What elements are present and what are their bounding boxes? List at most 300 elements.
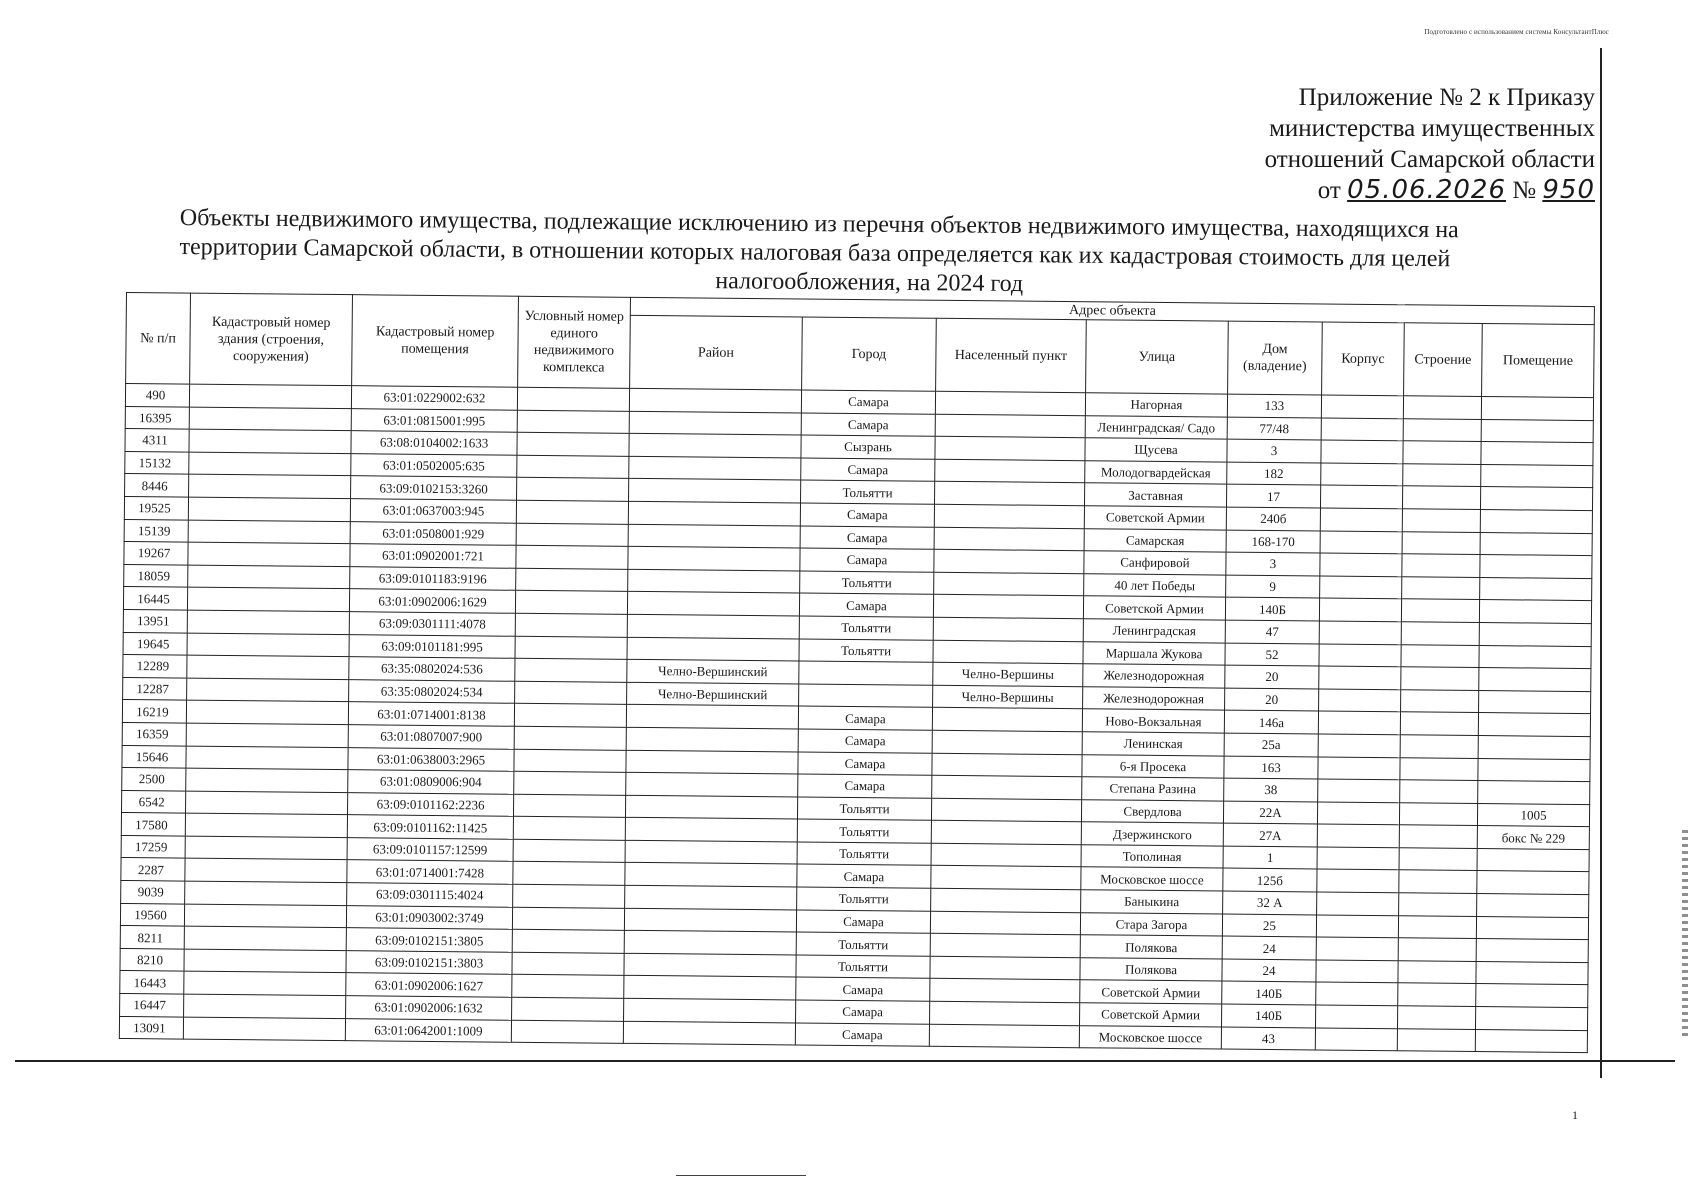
cell-num: 2500 [122, 768, 186, 791]
title-line-3: налогообложения, на 2024 год [715, 268, 1024, 298]
cell-korpus [1318, 779, 1400, 802]
cell-premises: 63:09:0102151:3803 [346, 950, 512, 974]
cell-stroenie [1398, 915, 1476, 938]
cell-conditional [514, 726, 626, 750]
cell-house: 20 [1225, 688, 1319, 711]
cell-settlement [934, 572, 1084, 596]
cell-stroenie [1399, 893, 1477, 916]
cell-city: Самара [797, 864, 931, 888]
cell-pomeschenie [1479, 645, 1591, 669]
cell-korpus [1317, 824, 1399, 847]
cell-settlement [930, 956, 1080, 980]
cell-premises: 63:01:0714001:8138 [348, 702, 514, 726]
cell-district [628, 501, 800, 525]
cell-premises: 63:09:0101162:2236 [347, 792, 513, 816]
cell-street: Советской Армии [1080, 980, 1222, 1004]
document-title [179, 204, 1560, 304]
cell-district [629, 456, 801, 480]
cell-city: Тольятти [797, 797, 931, 821]
cell-building [186, 723, 348, 747]
header-city: Город [802, 317, 937, 391]
cell-num: 15132 [125, 451, 189, 474]
cell-pomeschenie [1476, 939, 1588, 963]
cell-city: Самара [800, 548, 934, 572]
cell-district [624, 953, 796, 977]
cell-conditional [513, 817, 625, 841]
cell-num: 18059 [124, 564, 188, 587]
cell-pomeschenie [1480, 577, 1592, 601]
cell-settlement [931, 866, 1081, 890]
cell-district [625, 795, 797, 819]
cell-num: 16447 [120, 994, 184, 1017]
cell-building [188, 542, 350, 566]
cell-house: 43 [1221, 1027, 1315, 1050]
cell-korpus [1317, 869, 1399, 892]
cell-pomeschenie [1478, 758, 1590, 782]
cell-stroenie [1398, 938, 1476, 961]
cell-stroenie [1402, 486, 1480, 509]
table-body [119, 384, 1593, 1053]
cell-pomeschenie [1478, 781, 1590, 805]
cell-korpus [1316, 982, 1398, 1005]
cell-settlement [931, 888, 1081, 912]
cell-settlement [931, 821, 1081, 845]
cell-pomeschenie [1480, 509, 1592, 533]
cell-street: Железнодорожная [1083, 686, 1225, 710]
cell-pomeschenie [1480, 487, 1592, 511]
cell-street: 40 лет Победы [1084, 573, 1226, 597]
cell-korpus [1319, 689, 1401, 712]
cell-house: 17 [1226, 484, 1320, 507]
cell-conditional [517, 410, 629, 434]
cell-premises: 63:09:0102151:3805 [346, 928, 512, 952]
cell-premises: 63:09:0301115:4024 [347, 883, 513, 907]
cell-house: 3 [1226, 552, 1320, 575]
cell-premises: 63:01:0714001:7428 [347, 860, 513, 884]
cell-building [189, 407, 351, 431]
header-address: Адрес объекта [630, 297, 1594, 324]
cell-street: Степана Разина [1082, 777, 1224, 801]
cell-settlement [932, 730, 1082, 754]
footer-short-rule [676, 1175, 806, 1176]
cell-street: Самарская [1084, 528, 1226, 552]
cell-house: 24 [1222, 936, 1316, 959]
cell-conditional [516, 523, 628, 547]
cell-district [627, 637, 799, 661]
cell-settlement [932, 753, 1082, 777]
cell-district [626, 772, 798, 796]
cell-house: 22А [1223, 801, 1317, 824]
cell-num: 490 [125, 384, 189, 407]
cell-conditional [516, 568, 628, 592]
cell-district [626, 750, 798, 774]
cell-house: 24 [1222, 959, 1316, 982]
cell-korpus [1320, 485, 1402, 508]
cell-settlement [934, 504, 1084, 528]
cell-settlement [931, 843, 1081, 867]
cell-settlement [930, 1001, 1080, 1025]
cell-house: 146а [1224, 710, 1318, 733]
cell-stroenie [1400, 712, 1478, 735]
cell-district [625, 885, 797, 909]
cell-pomeschenie [1477, 848, 1589, 872]
cell-building [186, 768, 348, 792]
cell-korpus [1316, 937, 1398, 960]
cell-street: Советской Армии [1083, 596, 1225, 620]
cell-house: 240б [1226, 507, 1320, 530]
cell-building [188, 497, 350, 521]
cell-korpus [1319, 598, 1401, 621]
header-premises-cadastral: Кадастровый номер помещения [352, 295, 519, 388]
cell-stroenie [1399, 848, 1477, 871]
cell-stroenie [1403, 396, 1481, 419]
cell-street: 6-я Просека [1082, 754, 1224, 778]
edge-scan-mark [1682, 830, 1688, 1040]
cell-house: 3 [1227, 439, 1321, 462]
cell-conditional [515, 681, 627, 705]
cell-korpus [1319, 644, 1401, 667]
cell-street: Нагорная [1085, 393, 1227, 417]
cell-korpus [1318, 756, 1400, 779]
header-korpus: Корпус [1322, 322, 1405, 396]
cell-conditional [517, 432, 629, 456]
cell-city: Тольятти [801, 480, 935, 504]
cell-premises: 63:01:0902006:1629 [349, 589, 515, 613]
cell-district [624, 998, 796, 1022]
title-line-1: Объекты недвижимого имущества, подлежащие исключению из перечня объектов недвижимого имущества, находящихся на [179, 204, 1459, 244]
cell-pomeschenie [1478, 735, 1590, 759]
appendix-date-line [1265, 175, 1595, 206]
title-line-2: территории Самарской области, в отношении которых налоговая база определяется как их кадастровая стоимость для целей [179, 233, 1451, 273]
cell-building [189, 384, 351, 408]
cell-district [627, 592, 799, 616]
cell-settlement: Челно-Вершины [933, 685, 1083, 709]
cell-korpus [1318, 711, 1400, 734]
cell-conditional [512, 952, 624, 976]
cell-house: 25 [1222, 914, 1316, 937]
cell-district [629, 479, 801, 503]
cell-house: 20 [1225, 665, 1319, 688]
cell-city: Тольятти [797, 887, 931, 911]
cell-stroenie [1401, 599, 1479, 622]
cell-house: 140Б [1222, 981, 1316, 1004]
cell-house: 182 [1227, 462, 1321, 485]
cell-num: 4311 [125, 429, 189, 452]
cell-num: 16359 [122, 722, 186, 745]
cell-pomeschenie [1475, 1029, 1587, 1053]
cell-building [187, 655, 349, 679]
cell-stroenie [1401, 667, 1479, 690]
cell-building [185, 813, 347, 837]
cell-house: 140Б [1221, 1004, 1315, 1027]
cell-num: 19525 [124, 496, 188, 519]
cell-district [626, 727, 798, 751]
cell-city: Тольятти [797, 819, 931, 843]
cell-conditional [516, 545, 628, 569]
cell-house: 52 [1225, 643, 1319, 666]
cell-building [189, 452, 351, 476]
cell-stroenie [1397, 1006, 1475, 1029]
cell-settlement [935, 391, 1085, 415]
header-house: Дом (владение) [1228, 321, 1323, 395]
header-district: Район [630, 315, 803, 390]
cell-pomeschenie [1477, 871, 1589, 895]
cell-premises: 63:01:0809006:904 [348, 770, 514, 794]
cell-district [623, 1021, 795, 1045]
cell-premises: 63:08:0104002:1633 [351, 431, 517, 455]
from-label: от [1317, 177, 1341, 204]
cell-settlement [933, 640, 1083, 664]
cell-num: 13091 [119, 1016, 183, 1039]
cell-num: 15139 [124, 519, 188, 542]
cell-city: Тольятти [799, 639, 933, 663]
cell-street: Стара Загора [1080, 912, 1222, 936]
cell-district [625, 863, 797, 887]
cell-settlement [932, 775, 1082, 799]
cell-stroenie [1400, 757, 1478, 780]
cell-stroenie [1403, 418, 1481, 441]
cell-conditional [514, 771, 626, 795]
cell-premises: 63:01:0815001:995 [351, 408, 517, 432]
cell-num: 13951 [123, 609, 187, 632]
cell-city: Самара [798, 751, 932, 775]
header-street: Улица [1086, 320, 1229, 394]
cell-stroenie [1402, 509, 1480, 532]
cell-korpus [1320, 576, 1402, 599]
cell-settlement: Челно-Вершины [933, 662, 1083, 686]
cell-district [624, 931, 796, 955]
page-number: 1 [1572, 1108, 1578, 1122]
cell-korpus [1315, 1005, 1397, 1028]
cell-city: Сызрань [801, 435, 935, 459]
cell-korpus [1321, 395, 1403, 418]
cell-building [187, 610, 349, 634]
cell-stroenie [1397, 1028, 1475, 1051]
cell-pomeschenie [1481, 442, 1593, 466]
cell-conditional [514, 749, 626, 773]
cell-stroenie [1402, 577, 1480, 600]
cell-district [625, 840, 797, 864]
cell-settlement [934, 549, 1084, 573]
cell-korpus [1317, 847, 1399, 870]
cell-conditional [512, 997, 624, 1021]
cell-city: Тольятти [800, 571, 934, 595]
cell-district: Челно-Вершинский [627, 682, 799, 706]
header-num: № п/п [126, 293, 191, 385]
cell-stroenie [1403, 441, 1481, 464]
cell-premises: 63:01:0229002:632 [351, 386, 517, 410]
cell-street: Советской Армии [1084, 506, 1226, 530]
cell-conditional [512, 975, 624, 999]
cell-premises: 63:01:0637003:945 [350, 499, 516, 523]
cell-building [183, 1017, 345, 1041]
cell-premises: 63:01:0642001:1009 [345, 1018, 511, 1042]
appendix-line-3: отношений Самарской области [1264, 146, 1595, 173]
cell-street: Свердлова [1081, 799, 1223, 823]
cell-premises: 63:01:0902001:721 [350, 544, 516, 568]
cell-building [184, 949, 346, 973]
cell-settlement [930, 934, 1080, 958]
cell-stroenie [1403, 464, 1481, 487]
cell-settlement [934, 527, 1084, 551]
cell-conditional [515, 636, 627, 660]
cell-num: 19645 [123, 632, 187, 655]
cell-house: 125б [1223, 869, 1317, 892]
cell-street: Московское шоссе [1079, 1025, 1221, 1049]
cell-settlement [933, 595, 1083, 619]
cell-building [188, 520, 350, 544]
header-pomeschenie: Помещение [1482, 324, 1595, 398]
cell-building [184, 926, 346, 950]
cell-city: Тольятти [797, 842, 931, 866]
cell-stroenie [1400, 780, 1478, 803]
cell-num: 6542 [122, 790, 186, 813]
cell-street: Молодогвардейская [1085, 460, 1227, 484]
cell-district [628, 569, 800, 593]
cell-house: 140Б [1225, 597, 1319, 620]
cell-premises: 63:09:0101181:995 [349, 634, 515, 658]
cell-building [184, 994, 346, 1018]
cell-house: 1 [1223, 846, 1317, 869]
cell-conditional [513, 794, 625, 818]
cell-building [184, 972, 346, 996]
cell-city: Самара [796, 1000, 930, 1024]
cell-street: Баныкина [1081, 890, 1223, 914]
cell-settlement [935, 414, 1085, 438]
cell-city: Самара [798, 774, 932, 798]
cell-premises: 63:09:0101183:9196 [350, 566, 516, 590]
cell-pomeschenie [1479, 690, 1591, 714]
cell-pomeschenie [1477, 894, 1589, 918]
cell-stroenie [1402, 554, 1480, 577]
cell-district [629, 388, 801, 412]
cell-street: Санфировой [1084, 551, 1226, 575]
cell-city: Тольятти [796, 932, 930, 956]
cell-city [799, 684, 933, 708]
consultant-note: Подготовлено с использованием системы КонсультантПлюс [1424, 28, 1609, 36]
bottom-rule [15, 1060, 1675, 1062]
cell-house: 133 [1227, 394, 1321, 417]
cell-building [189, 474, 351, 498]
cell-premises: 63:09:0301111:4078 [349, 612, 515, 636]
cell-num: 15646 [122, 745, 186, 768]
cell-house: 32 А [1223, 891, 1317, 914]
cell-city: Самара [801, 390, 935, 414]
objects-table [119, 292, 1595, 1053]
cell-pomeschenie [1481, 464, 1593, 488]
cell-num: 9039 [121, 881, 185, 904]
cell-building [185, 859, 347, 883]
cell-pomeschenie: 1005 [1477, 803, 1589, 827]
cell-stroenie [1401, 689, 1479, 712]
cell-korpus [1316, 915, 1398, 938]
cell-num: 19560 [120, 903, 184, 926]
cell-building [188, 565, 350, 589]
right-margin-line [1600, 48, 1602, 1078]
cell-city: Тольятти [796, 955, 930, 979]
cell-korpus [1320, 553, 1402, 576]
cell-district: Челно-Вершинский [627, 659, 799, 683]
cell-num: 19267 [124, 542, 188, 565]
cell-premises: 63:09:0102153:3260 [351, 476, 517, 500]
cell-settlement [931, 798, 1081, 822]
cell-premises: 63:01:0903002:3749 [346, 905, 512, 929]
number-label: № [1512, 177, 1537, 204]
cell-stroenie [1399, 825, 1477, 848]
cell-num: 16219 [122, 700, 186, 723]
cell-pomeschenie [1479, 668, 1591, 692]
cell-district [627, 614, 799, 638]
cell-building [185, 836, 347, 860]
cell-city: Самара [796, 910, 930, 934]
cell-street: Полякова [1080, 935, 1222, 959]
cell-city: Тольятти [799, 616, 933, 640]
cell-korpus [1320, 508, 1402, 531]
cell-num: 8210 [120, 948, 184, 971]
cell-city [799, 661, 933, 685]
cell-house: 47 [1225, 620, 1319, 643]
cell-street: Дзержинского [1081, 822, 1223, 846]
cell-stroenie [1399, 870, 1477, 893]
cell-street: Заставная [1084, 483, 1226, 507]
cell-premises: 63:01:0902006:1627 [346, 973, 512, 997]
objects-table-wrapper [119, 292, 1595, 1053]
cell-pomeschenie [1480, 555, 1592, 579]
cell-stroenie [1398, 961, 1476, 984]
cell-conditional [511, 1020, 623, 1044]
cell-num: 17259 [121, 835, 185, 858]
cell-district [625, 818, 797, 842]
cell-district [628, 524, 800, 548]
cell-conditional [514, 704, 626, 728]
cell-conditional [512, 929, 624, 953]
cell-settlement [935, 459, 1085, 483]
cell-premises: 63:01:0807007:900 [348, 725, 514, 749]
cell-pomeschenie [1481, 419, 1593, 443]
cell-stroenie [1402, 531, 1480, 554]
cell-pomeschenie [1476, 916, 1588, 940]
cell-settlement [932, 708, 1082, 732]
cell-street: Ленинградская [1083, 619, 1225, 643]
cell-korpus [1321, 440, 1403, 463]
cell-conditional [512, 907, 624, 931]
cell-num: 17580 [121, 813, 185, 836]
cell-conditional [515, 613, 627, 637]
cell-settlement [933, 617, 1083, 641]
cell-premises: 63:35:0802024:534 [349, 679, 515, 703]
cell-building [185, 881, 347, 905]
cell-num: 16443 [120, 971, 184, 994]
cell-pomeschenie [1479, 600, 1591, 624]
cell-street: Щусева [1085, 438, 1227, 462]
cell-house: 9 [1226, 575, 1320, 598]
cell-settlement [934, 482, 1084, 506]
cell-house: 168-170 [1226, 530, 1320, 553]
header-conditional-number: Условный номер единого недвижимого комплекса [518, 296, 631, 388]
cell-house: 38 [1224, 778, 1318, 801]
header-stroenie: Строение [1404, 323, 1483, 397]
cell-building [184, 904, 346, 928]
cell-num: 8446 [125, 474, 189, 497]
cell-premises: 63:09:0101162:11425 [347, 815, 513, 839]
cell-street: Ново-Вокзальная [1082, 709, 1224, 733]
cell-street: Советской Армии [1080, 1003, 1222, 1027]
cell-korpus [1318, 734, 1400, 757]
cell-pomeschenie [1479, 622, 1591, 646]
cell-district [626, 705, 798, 729]
cell-district [628, 546, 800, 570]
cell-korpus [1316, 960, 1398, 983]
